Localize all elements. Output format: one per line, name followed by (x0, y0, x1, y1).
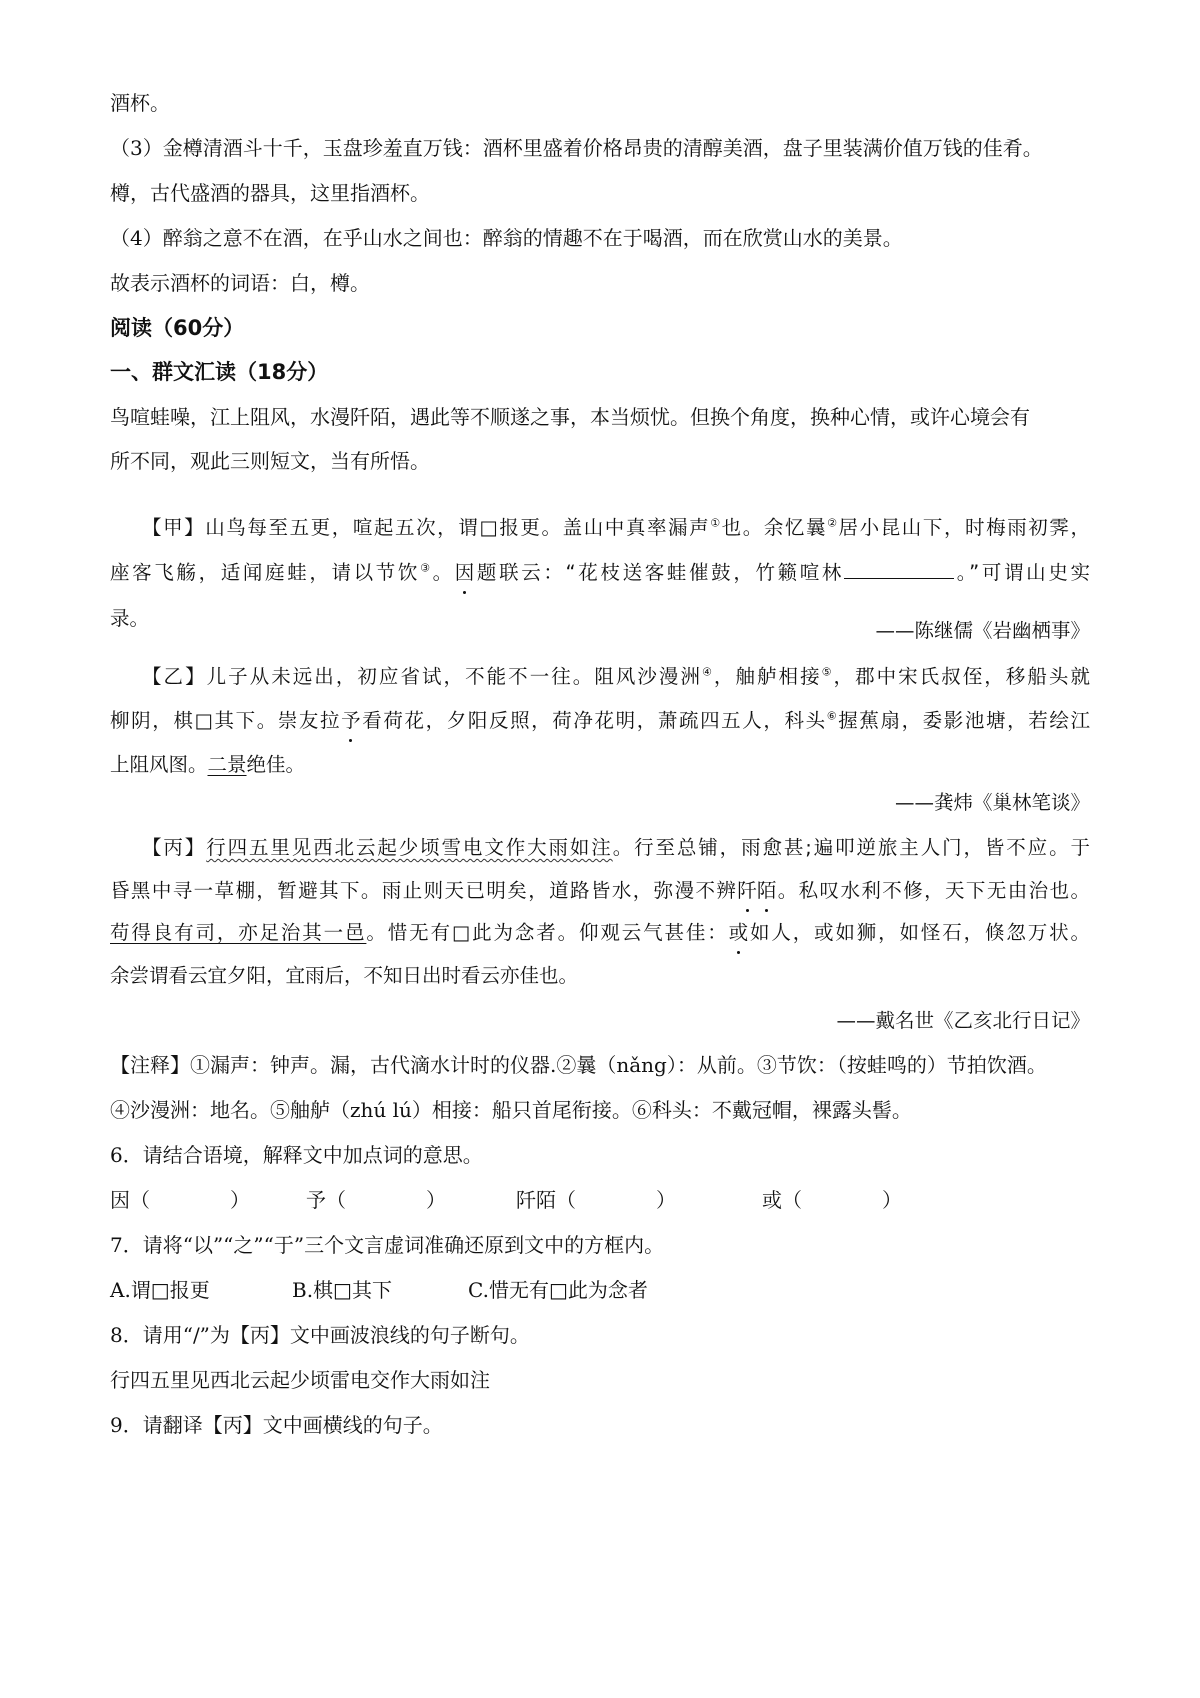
wavy-sentence: 行四五里见西北云起少顷雪电文作大雨如注 (206, 836, 613, 859)
answer-conclusion: 故表示酒杯的词语：白，樽。 (110, 271, 370, 295)
passage-yi-line: 【乙】儿子从未远出，初应省试，不能不一往。阻风沙漫洲④，舳舻相接⑤，郡中宋氏叔侄，移船头就 (142, 665, 1090, 688)
passage-bing-line: 余尝谓看云宜夕阳，宜雨后，不知日出时看云亦佳也。 (110, 964, 579, 987)
answer-blank[interactable]: 阡陌（ ） (516, 1188, 676, 1212)
answer-blank[interactable]: 因（ ） (110, 1188, 250, 1212)
notes-line: 【注释】①漏声：钟声。漏，古代滴水计时的仪器.②曩（nǎng）：从前。③节饮：（按蛙鸣的）节拍饮酒。 (110, 1053, 1047, 1077)
question-9: 9．请翻译【丙】文中画横线的句子。 (110, 1413, 443, 1437)
option-a: A.谓□报更 (110, 1278, 210, 1302)
underlined-phrase: 二景 (207, 753, 247, 776)
notes-line: ④沙漫洲：地名。⑤舳舻（zhú lú）相接：船只首尾衔接。⑥科头：不戴冠帽，裸露头髻。 (110, 1098, 912, 1122)
question-8: 8．请用“/”为【丙】文中画波浪线的句子断句。 (110, 1323, 530, 1347)
answer-blank[interactable]: 或（ ） (762, 1188, 902, 1212)
dotted-word: 陌 (757, 876, 777, 906)
option-b: B.棋□其下 (292, 1278, 392, 1302)
answer-item-3: （3）金樽清酒斗十千，玉盘珍羞直万钱：酒杯里盛着价格昂贵的清醇美酒，盘子里装满价值万钱的佳肴。 (110, 136, 1043, 160)
passage-jia-line: 录。 (110, 607, 150, 630)
underlined-sentence: 苟得良有司，亦足治其一邑 (110, 921, 367, 944)
dotted-word: 予 (341, 706, 361, 736)
answer-blank[interactable]: 予（ ） (306, 1188, 446, 1212)
question-8-sentence: 行四五里见西北云起少顷雷电交作大雨如注 (110, 1368, 490, 1392)
intro-line: 所不同，观此三则短文，当有所悟。 (110, 449, 430, 473)
passage-bing-line: 昏黑中寻一草棚，暂避其下。雨止则天已明矣，道路皆水，弥漫不辨阡陌。私叹水利不修，天下无由治也。 (110, 876, 1090, 906)
passage-bing-source: ——戴名世《乙亥北行日记》 (836, 1009, 1090, 1032)
dotted-word: 阡 (737, 876, 757, 906)
answer-line: 酒杯。 (110, 91, 170, 115)
question-7: 7．请将“以”“之”“于”三个文言虚词准确还原到文中的方框内。 (110, 1233, 665, 1257)
question-6: 6．请结合语境，解释文中加点词的意思。 (110, 1143, 483, 1167)
section-heading: 一、群文汇读（18分） (110, 360, 329, 384)
option-c: C.惜无有□此为念者 (468, 1278, 648, 1302)
passage-yi-line: 柳阴，棋□其下。崇友拉予看荷花，夕阳反照，荷净花明，萧疏四五人，科头⑥握蕉扇，委影池塘，若绘江 (110, 706, 1090, 736)
passage-yi-source: ——龚炜《巢林笔谈》 (894, 791, 1090, 814)
reading-heading: 阅读（60分） (110, 316, 245, 340)
dotted-word: 因 (455, 558, 475, 588)
intro-line: 鸟喧蛙噪，江上阻风，水漫阡陌，遇此等不顺遂之事，本当烦忧。但换个角度，换种心情，或许心境会有 (110, 405, 1030, 429)
passage-yi-line: 上阻风图。二景绝佳。 (110, 753, 306, 776)
answer-item-4: （4）醉翁之意不在酒，在乎山水之间也：醉翁的情趣不在于喝酒，而在欣赏山水的美景。 (110, 226, 903, 250)
passage-bing-line: 【丙】行四五里见西北云起少顷雪电文作大雨如注。行至总铺，雨愈甚;遍叩逆旅主人门，皆不应。于 (142, 836, 1090, 859)
dotted-word: 或 (729, 918, 749, 948)
passage-jia-source: ——陈继儒《岩幽栖事》 (875, 619, 1090, 642)
fill-blank (844, 558, 954, 579)
answer-item-3-note: 樽，古代盛酒的器具，这里指酒杯。 (110, 181, 430, 205)
passage-bing-line: 苟得良有司，亦足治其一邑。惜无有□此为念者。仰观云气甚佳：或如人，或如狮，如怪石，倏忽万状。 (110, 918, 1090, 948)
passage-jia-line: 【甲】山鸟每至五更，喧起五次，谓□报更。盖山中真率漏声①也。余忆曩②居小昆山下，时梅雨初霁， (142, 516, 1090, 539)
passage-jia-line: 座客飞觞，适闻庭蛙，请以节饮③。因题联云：“花枝送客蛙催鼓，竹籁喧林 。”可谓山史实 (110, 558, 1090, 588)
